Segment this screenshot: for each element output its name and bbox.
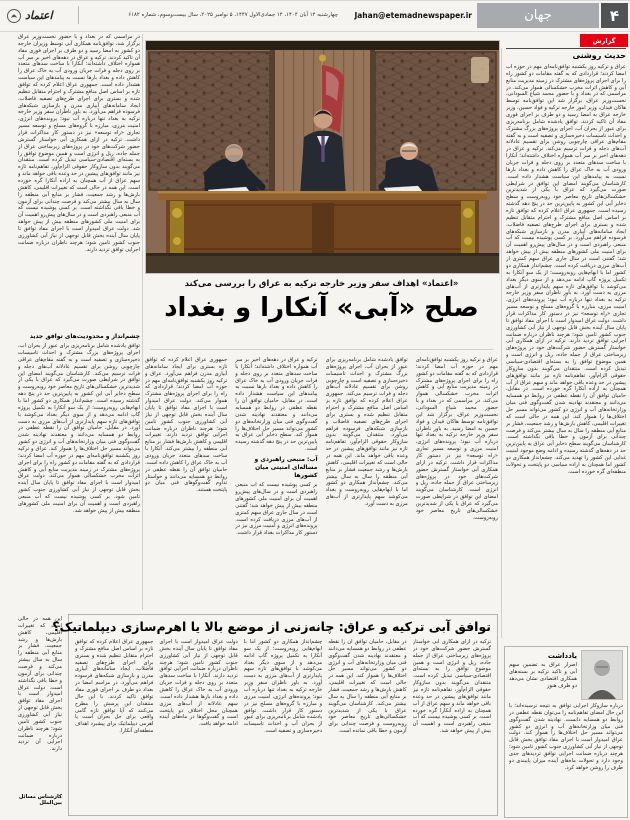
article-column-1: عراق و ترکیه روز یکشنبه توافق‌نامه‌ای مهم در حوزه آب امضا کردند؛ قراردادی که به گفته مقامات دو کشور راه را برای اجرای پروژه‌های مشترک در زمینه مدیریت منابع آبی و کاهش اثرات مخرب خشکسالی هموار می‌کند. در مراسمی که در بغداد و با حضور محمد شیاع السودانی، نخست‌وزیر عراق، برگزار شد این توافق‌نامه توسط هاکان فیدان و فواد حسین به امضا رسید. به باور ناظران سفر وزیر خارجه ترکیه به بغداد تنها درباره آب نبود؛ پرونده‌های انرژی، امنیت مرزی و توسعه مسیر تجاری «راه توسعه» نیز در دستور کار مذاکرات قرار داشت. ترکیه در ازای همکاری آبی خواستار گسترش حضور شرکت‌های خود در پروژه‌های زیرساختی عراق از جمله جاده، ریل و انرژی است. کارشناسان می‌گویند امضای این توافق در شرایطی صورت می‌گیرد که عراق با یکی از شدیدترین خشکسالی‌های تاریخ معاصر خود روبه‌روست.: [415, 357, 498, 521]
bottom-box-column-1: ترکیه در ازای همکاری آبی خواستار گسترش حضور شرکت‌های خود در پروژه‌های زیرساختی عراق از جمله جاده، ریل و انرژی است و همین موضوع توافق را به بسته‌ای اقتصادی-سیاسی تبدیل کرده است. منتقدان می‌گویند بدون سازوکار حقوقی الزام‌آور، تفاهم‌نامه تازه نیز مانند توافق‌های پیشین در حد وعده باقی خواهد ماند و سهم عراق از آب همچنان به اراده آنکارا گره خورده است. بر کسی پوشیده نیست که آب منبعی راهبردی است و اهمیت آن بیش از پیش خواهد شد.: [412, 639, 491, 735]
headline-rule: [150, 349, 493, 350]
note-box: [504, 646, 628, 818]
byline-rule: [506, 48, 626, 49]
byline: حدیث روشنی: [572, 51, 626, 60]
note-lead-text: اصرار عراق به تضمین سهم آبی و تاکید ترکیه بر بسته‌های همکاری اقتصادی نشان می‌دهد دو طرف هنوز: [509, 662, 577, 689]
note-box-title-area: [509, 650, 577, 700]
column-rule-right: [501, 48, 502, 638]
page-number: ۴: [601, 3, 628, 28]
bottom-box-headline: توافق آبی ترکیه و عراق: چانه‌زنی از موضع بالا یا اهرم‌سازی دیپلماتیک؟: [52, 619, 491, 634]
section-email: Jahan@etemadnewspaper.ir: [354, 11, 472, 20]
article-column-3-text: ترکیه و عراق در دهه‌های اخیر بر سر آب همواره اختلاف داشته‌اند؛ آنکارا با ساخت سدهای متعدد بر روی دجله و فرات جریان ورودی آب به خاک عراق را کاهش داده و بغداد بارها نسبت به پیامدهای این سیاست هشدار داده است. در مقابل، حامیان توافق آن را نقطه عطفی در روابط دو همسایه می‌دانند و معتقدند نهادینه شدن گفت‌وگوی فنی میان وزارتخانه‌های دو کشور می‌تواند مسیر حل اختلاف‌ها را هموار کند. سطح ذخایر آبی عراق به پایین‌ترین حد در پنج دهه گذشته رسیده است.: [235, 357, 318, 453]
left-strip-text: این همه در حالی است که تغییرات اقلیمی، کاهش بارش‌ها و رشد جمعیت، فشار بر منابع آبی منطقه را سال به سال بیشتر می‌کند و فرصت چندانی برای آزمون و خطا باقی نگذاشته است. دولت عراق امیدوار است با اجرای مفاد توافق بخش قابل توجهی از نیاز آبی کشاورزی جنوب کشور تامین شود؛ هرچند ناظران درباره ضمانت اجرایی آن تردید دارند.: [18, 616, 62, 753]
report-label: گزارش: [580, 34, 628, 47]
header-separator: [78, 6, 79, 24]
left-strip: [18, 616, 62, 816]
right-column: [506, 48, 626, 638]
author-credit: کارشناس مسائل بین‌الملل: [18, 794, 62, 806]
bottom-article-box: [52, 614, 498, 816]
header-rule: [0, 31, 630, 32]
kicker: «اعتماد» اهداف سفر وزیر خارجه ترکیه به عراق را بررسی می‌کند: [184, 279, 459, 289]
article-columns: [145, 357, 498, 610]
article-column-3: [235, 357, 317, 610]
bottom-box-columns: [75, 639, 491, 807]
article-column-3-text-after: بر کسی پوشیده نیست که آب منبعی راهبردی است و در سال‌های پیش‌رو اهمیت آن برای امنیت ملی کشورهای منطقه بیش از پیش خواهد شد؛ گفتنی است در سال جاری عراق سهم کمتری از آب‌های مرزی دریافت کرده است. پرونده‌های انرژی و امنیت مرزی نیز در دستور کار مذاکرات بغداد قرار داشت.: [235, 482, 318, 537]
lead-photo: [145, 40, 500, 274]
left-column-text-after: توافق یادشده شامل برنامه‌ریزی برای عبور از بحران آب، اجرای پروژه‌های بزرگ مشترک و احداث تاسیسات ذخیره‌سازی و تصفیه است و به گفته مقام‌های عراقی چارچوبی روشن برای تقسیم عادلانه آب‌های دجله و فرات ترسیم می‌کند. کارشناسان می‌گویند امضای این توافق در شرایطی صورت می‌گیرد که عراق با یکی از شدیدترین خشکسالی‌های تاریخ معاصر خود روبه‌روست و سطح ذخایر آبی این کشور به پایین‌ترین حد در پنج دهه گذشته رسیده است. چشم‌انداز همکاری دو کشور اما با ابهام‌هایی روبه‌روست؛ از یک سو آنکارا به تکمیل پروژه گاپ ادامه می‌دهد و از سوی دیگر بغداد می‌کوشد با توافق‌های تازه سهم پایدارتری از آب‌های مرزی به دست آورد. در مقابل، حامیان توافق آن را نقطه عطفی در روابط دو همسایه می‌دانند و معتقدند نهادینه شدن گفت‌وگوی فنی میان وزارتخانه‌های آب و انرژی دو کشور می‌تواند مسیر حل اختلاف‌ها را هموار کند. عراق و ترکیه روز یکشنبه توافق‌نامه‌ای مهم در حوزه آب امضا کردند؛ قراردادی که به گفته مقامات دو کشور راه را برای اجرای پروژه‌های مشترک در زمینه مدیریت منابع آبی و کاهش اثرات مخرب خشکسالی هموار می‌کند. دولت عراق امیدوار است با اجرای مفاد توافق تا پایان سال آینده بخش قابل توجهی از نیاز آبی کشاورزی جنوب کشور تامین شود. بر کسی پوشیده نیست که آب منبعی راهبردی است و اهمیت آن برای امنیت ملی کشورهای منطقه بیش از پیش خواهد شد.: [18, 343, 140, 514]
bottom-box-column-3: چشم‌انداز همکاری دو کشور اما با ابهام‌هایی روبه‌روست؛ از یک سو آنکارا به تکمیل پروژه گاپ ادامه می‌دهد و از سوی دیگر بغداد می‌کوشد با توافق‌های تازه سهم پایدارتری از آب‌های مرزی به دست آورد. به باور ناظران سفر وزیر خارجه ترکیه به بغداد تنها درباره آب نبود؛ پرونده‌های انرژی، امنیت مرزی و مبارزه با گروه‌های مسلح نیز در دستور کار قرار داشت. توافق یادشده شامل برنامه‌ریزی برای عبور از بحران آب و احداث تاسیسات ذخیره‌سازی و تصفیه است.: [243, 639, 323, 735]
left-column: [18, 34, 140, 610]
bottom-box-column-2: در مقابل، حامیان توافق آن را نقطه عطفی در روابط دو همسایه می‌دانند و معتقدند نهادینه شدن گفت‌وگوی فنی میان وزارتخانه‌های آب و انرژی دو کشور می‌تواند مسیر حل اختلاف‌ها را هموار کند. این همه در حالی است که تغییرات اقلیمی، کاهش بارش‌ها و رشد جمعیت، فشار بر منابع آبی منطقه را سال به سال بیشتر می‌کند. کارشناسان می‌گویند عراق با یکی از شدیدترین خشکسالی‌های تاریخ معاصر خود روبه‌روست و فرصت چندانی برای آزمون و خطا باقی نمانده است.: [328, 639, 407, 735]
newspaper-logo-text: اعتماد: [25, 9, 53, 22]
article-subhead-water: آب: منبعی راهبردی و مساله‌ای امنیتی میان کشورها: [254, 456, 318, 480]
column-rule-left: [142, 34, 143, 610]
bottom-box-column-4: دولت عراق امیدوار است با اجرای مفاد توافق تا پایان سال آینده بخش قابل توجهی از نیاز آبی کشاورزی جنوب کشور تامین شود؛ هرچند ناظران درباره ضمانت اجرایی توافق تردید دارند. آنکارا با ساخت سدهای متعدد بر روی دجله و فرات جریان ورودی آب به خاک عراق را کاهش داده و بغداد بارها هشدار داده است. سهم عادلانه از آب‌های مرزی همچنان محل اختلاف دو پایتخت است و گفت‌وگوها در ماه‌های آینده ادامه خواهد یافت.: [159, 639, 238, 728]
note-body-text: درباره سازوکار اجرایی توافق به نتیجه نرسیده‌اند؛ با این حال امضای تفاهم‌نامه را می‌توان نقطه عطفی در روابط دو همسایه دانست. نهادینه شدن گفت‌وگوی فنی میان وزارتخانه‌های آب و انرژی دو کشور می‌تواند مسیر حل اختلاف‌ها را هموار کند. دولت عراق امیدوار است با اجرای مفاد توافق بخش قابل توجهی از نیاز آبی کشاورزی جنوب کشور تامین شود؛ هرچند درباره ضمانت اجرایی توافق تردیدهای جدی وجود دارد و تحولات ماه‌های آینده میزان پایبندی دو طرف را روشن خواهد کرد.: [509, 703, 623, 771]
main-headline: صلح «آبی» آنکارا و بغداد: [164, 293, 479, 323]
right-column-text: عراق و ترکیه روز یکشنبه توافق‌نامه‌ای مهم در حوزه آب امضا کردند؛ قراردادی که به گفته مقامات دو کشور راه را برای اجرای پروژه‌های مشترک در زمینه مدیریت منابع آبی و کاهش اثرات مخرب خشکسالی هموار می‌کند. در مراسمی که در بغداد و با حضور محمد شیاع السودانی، نخست‌وزیر عراق، برگزار شد این توافق‌نامه توسط هاکان فیدان، وزیر امور خارجه ترکیه و فواد حسین، وزیر خارجه عراق به امضا رسید و دو طرف بر اجرای فوری مفاد آن تاکید کردند. توافق یادشده شامل برنامه‌ریزی برای عبور از بحران آب، اجرای پروژه‌های بزرگ مشترک و احداث تاسیسات ذخیره‌سازی و تصفیه است و به گفته مقام‌های عراقی چارچوبی روشن برای تقسیم عادلانه آب‌های دجله و فرات ترسیم می‌کند. ترکیه و عراق در دهه‌های اخیر بر سر آب همواره اختلاف داشته‌اند؛ آنکارا با ساخت سدهای متعدد بر روی دجله و فرات جریان ورودی آب به خاک عراق را کاهش داده و بغداد بارها نسبت به پیامدهای این سیاست هشدار داده است. کارشناسان می‌گویند امضای این توافق در شرایطی صورت می‌گیرد که عراق با یکی از شدیدترین خشکسالی‌های تاریخ معاصر خود روبه‌روست و سطح ذخایر آبی این کشور به پایین‌ترین حد در پنج دهه گذشته رسیده است. جمهوری عراق اعلام کرده که توافق تازه بر اساس اصل منافع مشترک و احترام متقابل تنظیم شده و بستری برای اجرای طرح‌های تصفیه فاضلاب، ایجاد سامانه‌های آبیاری مدرن و بازسازی شبکه‌های فرسوده فراهم می‌آورد. بر کسی پوشیده نیست که آب منبعی راهبردی است و در سال‌های پیش‌رو اهمیت آن برای امنیت ملی کشورهای منطقه بیش از پیش خواهد شد؛ گفتنی است در سال جاری عراق سهم کمتری از آب‌های مرزی دریافت کرده است. چشم‌انداز همکاری دو کشور اما با ابهام‌هایی روبه‌روست؛ از یک سو آنکارا به تکمیل پروژه گاپ ادامه می‌دهد و از سوی دیگر بغداد می‌کوشد با توافق‌های تازه سهم پایدارتری از آب‌های مرزی به دست آورد. به باور ناظران سفر وزیر خارجه ترکیه به بغداد تنها درباره آب نبود؛ پرونده‌های انرژی، امنیت مرزی، مبارزه با گروه‌های مسلح و توسعه مسیر تجاری «راه توسعه» نیز در دستور کار مذاکرات قرار داشت. دولت عراق امیدوار است با اجرای مفاد توافق تا پایان سال آینده بخش قابل توجهی از نیاز آبی کشاورزی جنوب کشور تامین شود؛ هرچند ناظران درباره ضمانت اجرایی توافق تردید دارند. ترکیه در ازای همکاری آبی خواستار گسترش حضور شرکت‌های خود در پروژه‌های زیرساختی عراق از جمله جاده، ریل و انرژی است و همین موضوع توافق را به بسته‌ای اقتصادی-سیاسی تبدیل کرده است. منتقدان می‌گویند بدون سازوکار حقوقی الزام‌آور، تفاهم‌نامه تازه نیز مانند توافق‌های پیشین در حد وعده باقی خواهد ماند و سهم عراق از آب همچنان به اراده آنکارا گره خورده است. در مقابل، حامیان توافق آن را نقطه عطفی در روابط دو همسایه می‌دانند و معتقدند نهادینه شدن گفت‌وگوی فنی میان وزارتخانه‌های آب و انرژی دو کشور می‌تواند مسیر حل اختلاف‌ها را هموار کند. این همه در حالی است که تغییرات اقلیمی، کاهش بارش‌ها و رشد جمعیت، فشار بر منابع آبی منطقه را سال به سال بیشتر می‌کند و فرصت چندانی برای آزمون و خطا باقی نگذاشته است. کارشناسان می‌گویند سطح ذخایر آبی عراق به پایین‌ترین حد در دهه‌های گذشته رسیده و ادامه وضع موجود امنیت غذایی این کشور را تهدید می‌کند. چشم‌انداز همکاری دو کشور اما همچنان به اراده سیاسی دو پایتخت و تحولات منطقه‌ای گره خورده است.: [506, 64, 626, 475]
author-portrait: [581, 650, 623, 700]
article-column-2: توافق یادشده شامل برنامه‌ریزی برای عبور از بحران آب، اجرای پروژه‌های بزرگ مشترک و احداث تاسیسات ذخیره‌سازی و تصفیه است و چارچوبی روشن برای تقسیم عادلانه آب‌های دجله و فرات ترسیم می‌کند. جمهوری عراق اعلام کرده که توافق تازه بر اساس اصل منافع مشترک و احترام متقابل تنظیم شده و بستری برای اجرای طرح‌های تصفیه فاضلاب و بازسازی شبکه‌های فرسوده فراهم می‌آورد. منتقدان می‌گویند بدون سازوکار حقوقی الزام‌آور، تفاهم‌نامه تازه نیز مانند توافق‌های پیشین در حد وعده باقی خواهد ماند. این همه در حالی است که تغییرات اقلیمی، کاهش بارش‌ها و رشد جمعیت فشار بر منابع آبی منطقه را سال به سال بیشتر می‌کند. چشم‌انداز همکاری دو کشور اما با ابهام‌هایی روبه‌روست و بغداد می‌کوشد سهم پایدارتری از آب‌های مرزی به دست آورد.: [325, 357, 408, 508]
left-column-text: در مراسمی که در بغداد و با حضور نخست‌وزیر عراق برگزار شد، توافق‌نامه همکاری آبی توسط وزیران خارجه دو کشور به امضا رسید و دو طرف بر اجرای فوری مفاد آن تاکید کردند. ترکیه و عراق در دهه‌های اخیر بر سر آب همواره اختلاف داشته‌اند؛ آنکارا با ساخت سدهای متعدد بر روی دجله و فرات جریان ورودی آب به خاک عراق را کاهش داده و بغداد بارها نسبت به پیامدهای این سیاست هشدار داده است. جمهوری عراق اعلام کرده که توافق تازه بر اساس اصل منافع مشترک و احترام متقابل تنظیم شده و بستری برای اجرای طرح‌های تصفیه فاضلاب، ایجاد سامانه‌های آبیاری مدرن و بازسازی شبکه‌های فرسوده فراهم می‌آورد. به باور ناظران سفر وزیر خارجه ترکیه به بغداد تنها درباره آب نبود؛ پرونده‌های انرژی، امنیت مرزی، مبارزه با گروه‌های مسلح و توسعه مسیر تجاری «راه توسعه» نیز در دستور کار مذاکرات قرار داشت. ترکیه در ازای همکاری آبی خواستار گسترش حضور شرکت‌های خود در پروژه‌های زیرساختی عراق از جمله جاده، ریل و انرژی است و همین موضوع توافق را به بسته‌ای اقتصادی-سیاسی تبدیل کرده است. منتقدان می‌گویند بدون سازوکار حقوقی الزام‌آور، تفاهم‌نامه تازه نیز مانند توافق‌های پیشین در حد وعده باقی خواهد ماند و سهم عراق از آب همچنان به اراده آنکارا گره خورده است. این همه در حالی است که تغییرات اقلیمی، کاهش بارش‌ها و رشد جمعیت، فشار بر منابع آبی منطقه را سال به سال بیشتر می‌کند و فرصت چندانی برای آزمون و خطا باقی نگذاشته است. بر کسی پوشیده نیست که آب منبعی راهبردی است و در سال‌های پیش‌رو اهمیت آن برای امنیت ملی کشورهای منطقه بیش از پیش خواهد شد. دولت عراق امیدوار است با اجرای مفاد توافق تا پایان سال آینده بخش قابل توجهی از نیاز آبی کشاورزی جنوب کشور تامین شود؛ هرچند ناظران درباره ضمانت اجرایی توافق تردید دارند.: [18, 34, 140, 253]
note-box-header: [509, 650, 623, 700]
signing-ceremony-photo: [146, 41, 499, 273]
article-column-4: جمهوری عراق اعلام کرده که توافق تازه بستری برای ایجاد سامانه‌های آبیاری مدرن فراهم می‌آورد. عراق و ترکیه روز یکشنبه توافق‌نامه‌ای مهم در حوزه آب امضا کردند؛ قراردادی که راه را برای اجرای پروژه‌های مشترک هموار می‌کند. دولت عراق امیدوار است با اجرای مفاد توافق تا پایان سال آینده بخش قابل توجهی از نیاز آبی کشاورزی جنوب کشور تامین شود؛ هرچند ناظران درباره ضمانت اجرایی توافق تردید دارند. تغییرات اقلیمی و کاهش بارش‌ها فشار بر منابع آبی منطقه را بیشتر می‌کند. آنکارا با ساخت سدهای متعدد جریان ورودی آب به خاک عراق را کاهش داده است. حامیان توافق آن را نقطه عطفی در روابط دو همسایه می‌دانند و خواستار تداوم گفت‌وگوهای فنی میان دو پایتخت هستند.: [145, 357, 228, 494]
newspaper-logo: [6, 3, 72, 28]
note-label: یادداشت: [547, 652, 577, 660]
bottom-box-column-5: جمهوری عراق اعلام کرده که توافق تازه بر اساس اصل منافع مشترک و احترام متقابل تنظیم شده و بستری برای اجرای طرح‌های تصفیه فاضلاب، ایجاد سامانه‌های آبیاری مدرن و بازسازی شبکه‌های فرسوده فراهم می‌آورد. در مراسم امضا در بغداد دو طرف بر اجرای فوری مفاد توافق تاکید کردند. با این حال منتقدان این پرسش را مطرح می‌کنند که آیا توافق تازه گامی واقعی برای حل بحران است یا اهرمی دیپلماتیک برای پیشبرد اهداف منطقه‌ای آنکارا.: [74, 639, 154, 735]
newspaper-logo-icon: [6, 8, 22, 24]
section-name: جهان: [477, 3, 599, 28]
dateline: چهارشنبه ۱۴ آبان ۱۴۰۴، ۱۴ جمادی‌الاول ۱۴۴۷، ۵ نوامبر ۲۰۲۵، سال بیست‌وسوم، شماره ۶۱۸۲: [128, 12, 338, 18]
left-column-subhead: چشم‌انداز و محدودیت‌های توافق جدید: [29, 333, 140, 340]
